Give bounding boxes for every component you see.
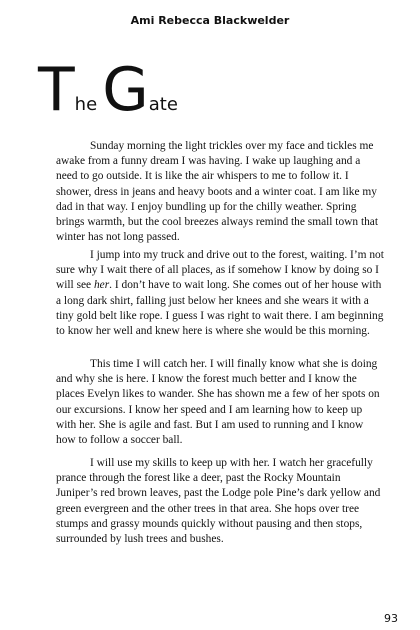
title-rest-1: he [74, 94, 98, 115]
paragraph-text: Sunday morning the light trickles over my face and tickles me awake from a funny dream I was having. I wake up laughing and a need to go outside. It is like the air whispers to me to follow it. I shower, dress in jeans and heavy boots and a winter coat. I am like my dad in that way. I enjoy bundling up for the chilly weather. Spring brings warmth, but the cool breezes always remind the small town that winter has not long passed. [56, 140, 379, 244]
paragraph-1 [56, 139, 384, 245]
paragraph-2 [56, 248, 384, 339]
paragraph-text: This time I will catch her. I will finally know what she is doing and why she is here. I know the forest much better and I know the places Evelyn likes to wander. She has shown me a few of her spots on our excursions. I know her speed and I am learning how to keep up with her. She is agile and fast. But I am used to running and I know how to follow a soccer ball. [56, 358, 380, 447]
chapter-title [38, 55, 178, 125]
paragraph-text: I will use my skills to keep up with her. I watch her gracefully prance through the forest like a deer, past the Rocky Mountain Juniper’s red brown leaves, past the Lodge pole Pine’s dark yellow and green evergreen and the other trees in that area. She hops over tree stumps and grassy mounds quickly without pausing and then stops, surrounded by lush trees and bushes. [56, 457, 381, 546]
emphasized-word: her [93, 279, 110, 292]
paragraph-text-after: . I don’t have to wait long. She comes out of her house with a long dark shirt, falling just below her knees and she wears it with a tiny gold belt like rope. I guess I was right to wait there. I am beginning to know her well and knew here is where she would be this morning. [56, 279, 384, 338]
title-initial-2: G [102, 55, 149, 125]
paragraph-text [56, 248, 384, 339]
paragraph-text-before: I jump into my truck and drive out to the forest, waiting. I’m not sure why I wait there of all places, as if somehow I know by doing so I will see [56, 249, 384, 292]
paragraph-3 [56, 357, 384, 448]
title-rest-2: ate [148, 94, 178, 115]
title-initial-1: T [38, 55, 75, 125]
page-number: 93 [384, 612, 398, 625]
paragraph-4 [56, 456, 384, 547]
running-header-author: Ami Rebecca Blackwelder [130, 14, 290, 27]
